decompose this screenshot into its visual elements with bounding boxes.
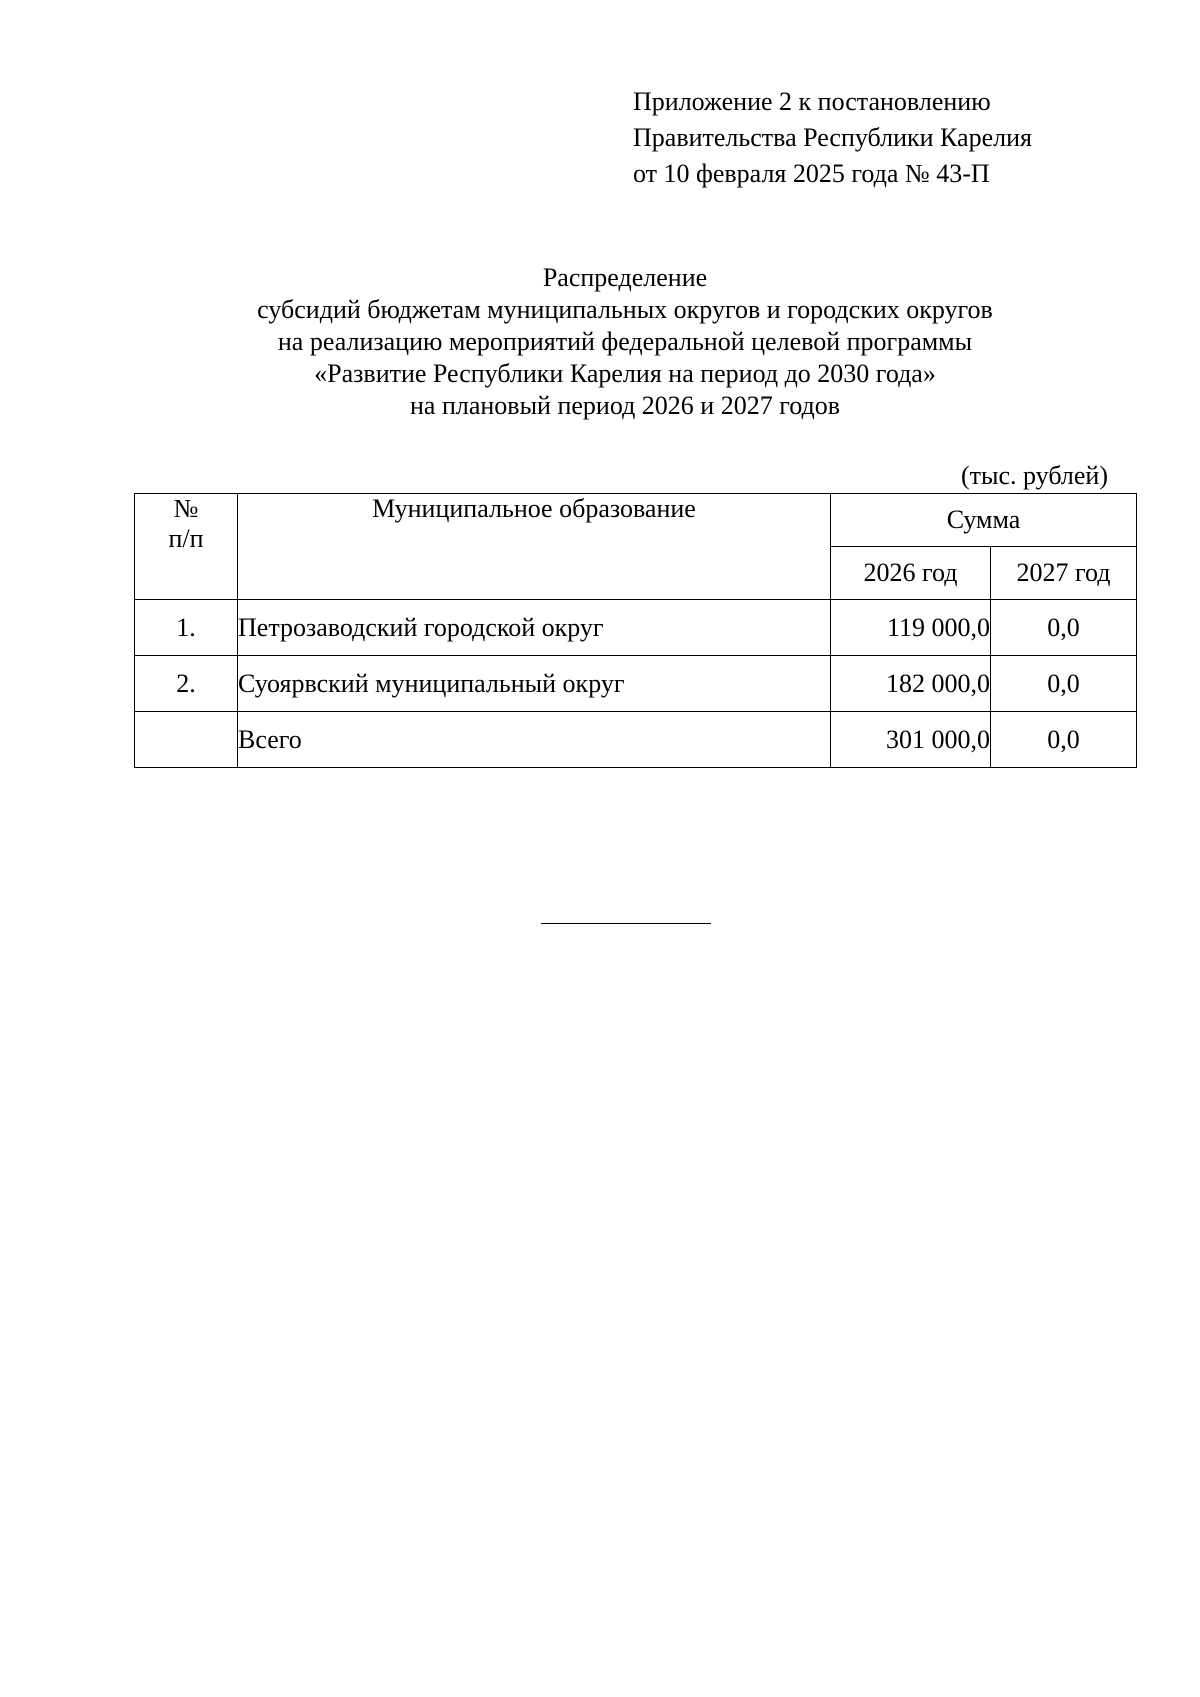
title-line: «Развитие Республики Карелия на период до 2030 года» — [314, 359, 936, 388]
header-number-symbol: № — [173, 494, 199, 523]
row-municipality: Петрозаводский городской округ — [238, 600, 831, 656]
table-header-row — [135, 494, 1137, 547]
row-number: 1. — [135, 600, 238, 656]
title-line: Распределение — [542, 263, 708, 292]
title-line: на реализацию мероприятий федеральной целевой программы — [277, 327, 973, 356]
row-amount-2027: 0,0 — [991, 712, 1137, 768]
appendix-line: Правительства Республики Карелия — [633, 123, 1032, 152]
row-amount-2026: 182 000,0 — [831, 656, 991, 712]
row-amount-2027: 0,0 — [991, 656, 1137, 712]
unit-label: (тыс. рублей) — [960, 461, 1108, 490]
table-row — [135, 656, 1137, 712]
table-total-row — [135, 712, 1137, 768]
title-line: субсидий бюджетам муниципальных округов и городских округов — [257, 295, 993, 324]
header-number — [135, 494, 238, 600]
row-amount-2026: 119 000,0 — [831, 600, 991, 656]
row-amount-2027: 0,0 — [991, 600, 1137, 656]
table-row — [135, 600, 1137, 656]
distribution-table — [134, 493, 1137, 768]
appendix-line: Приложение 2 к постановлению — [633, 87, 991, 116]
document-title — [0, 262, 1200, 422]
row-number — [135, 712, 238, 768]
header-municipality: Муниципальное образование — [238, 494, 831, 600]
header-sum: Сумма — [831, 494, 1137, 547]
row-number: 2. — [135, 656, 238, 712]
row-municipality: Всего — [238, 712, 831, 768]
header-year-2027: 2027 год — [991, 547, 1137, 600]
header-number-abbr: п/п — [168, 524, 204, 553]
row-amount-2026: 301 000,0 — [831, 712, 991, 768]
appendix-reference — [633, 84, 1032, 192]
row-municipality: Суоярвский муниципальный округ — [238, 656, 831, 712]
closing-divider — [541, 923, 711, 924]
header-year-2026: 2026 год — [831, 547, 991, 600]
title-line: на плановый период 2026 и 2027 годов — [410, 391, 840, 420]
appendix-line: от 10 февраля 2025 года № 43-П — [633, 159, 990, 188]
